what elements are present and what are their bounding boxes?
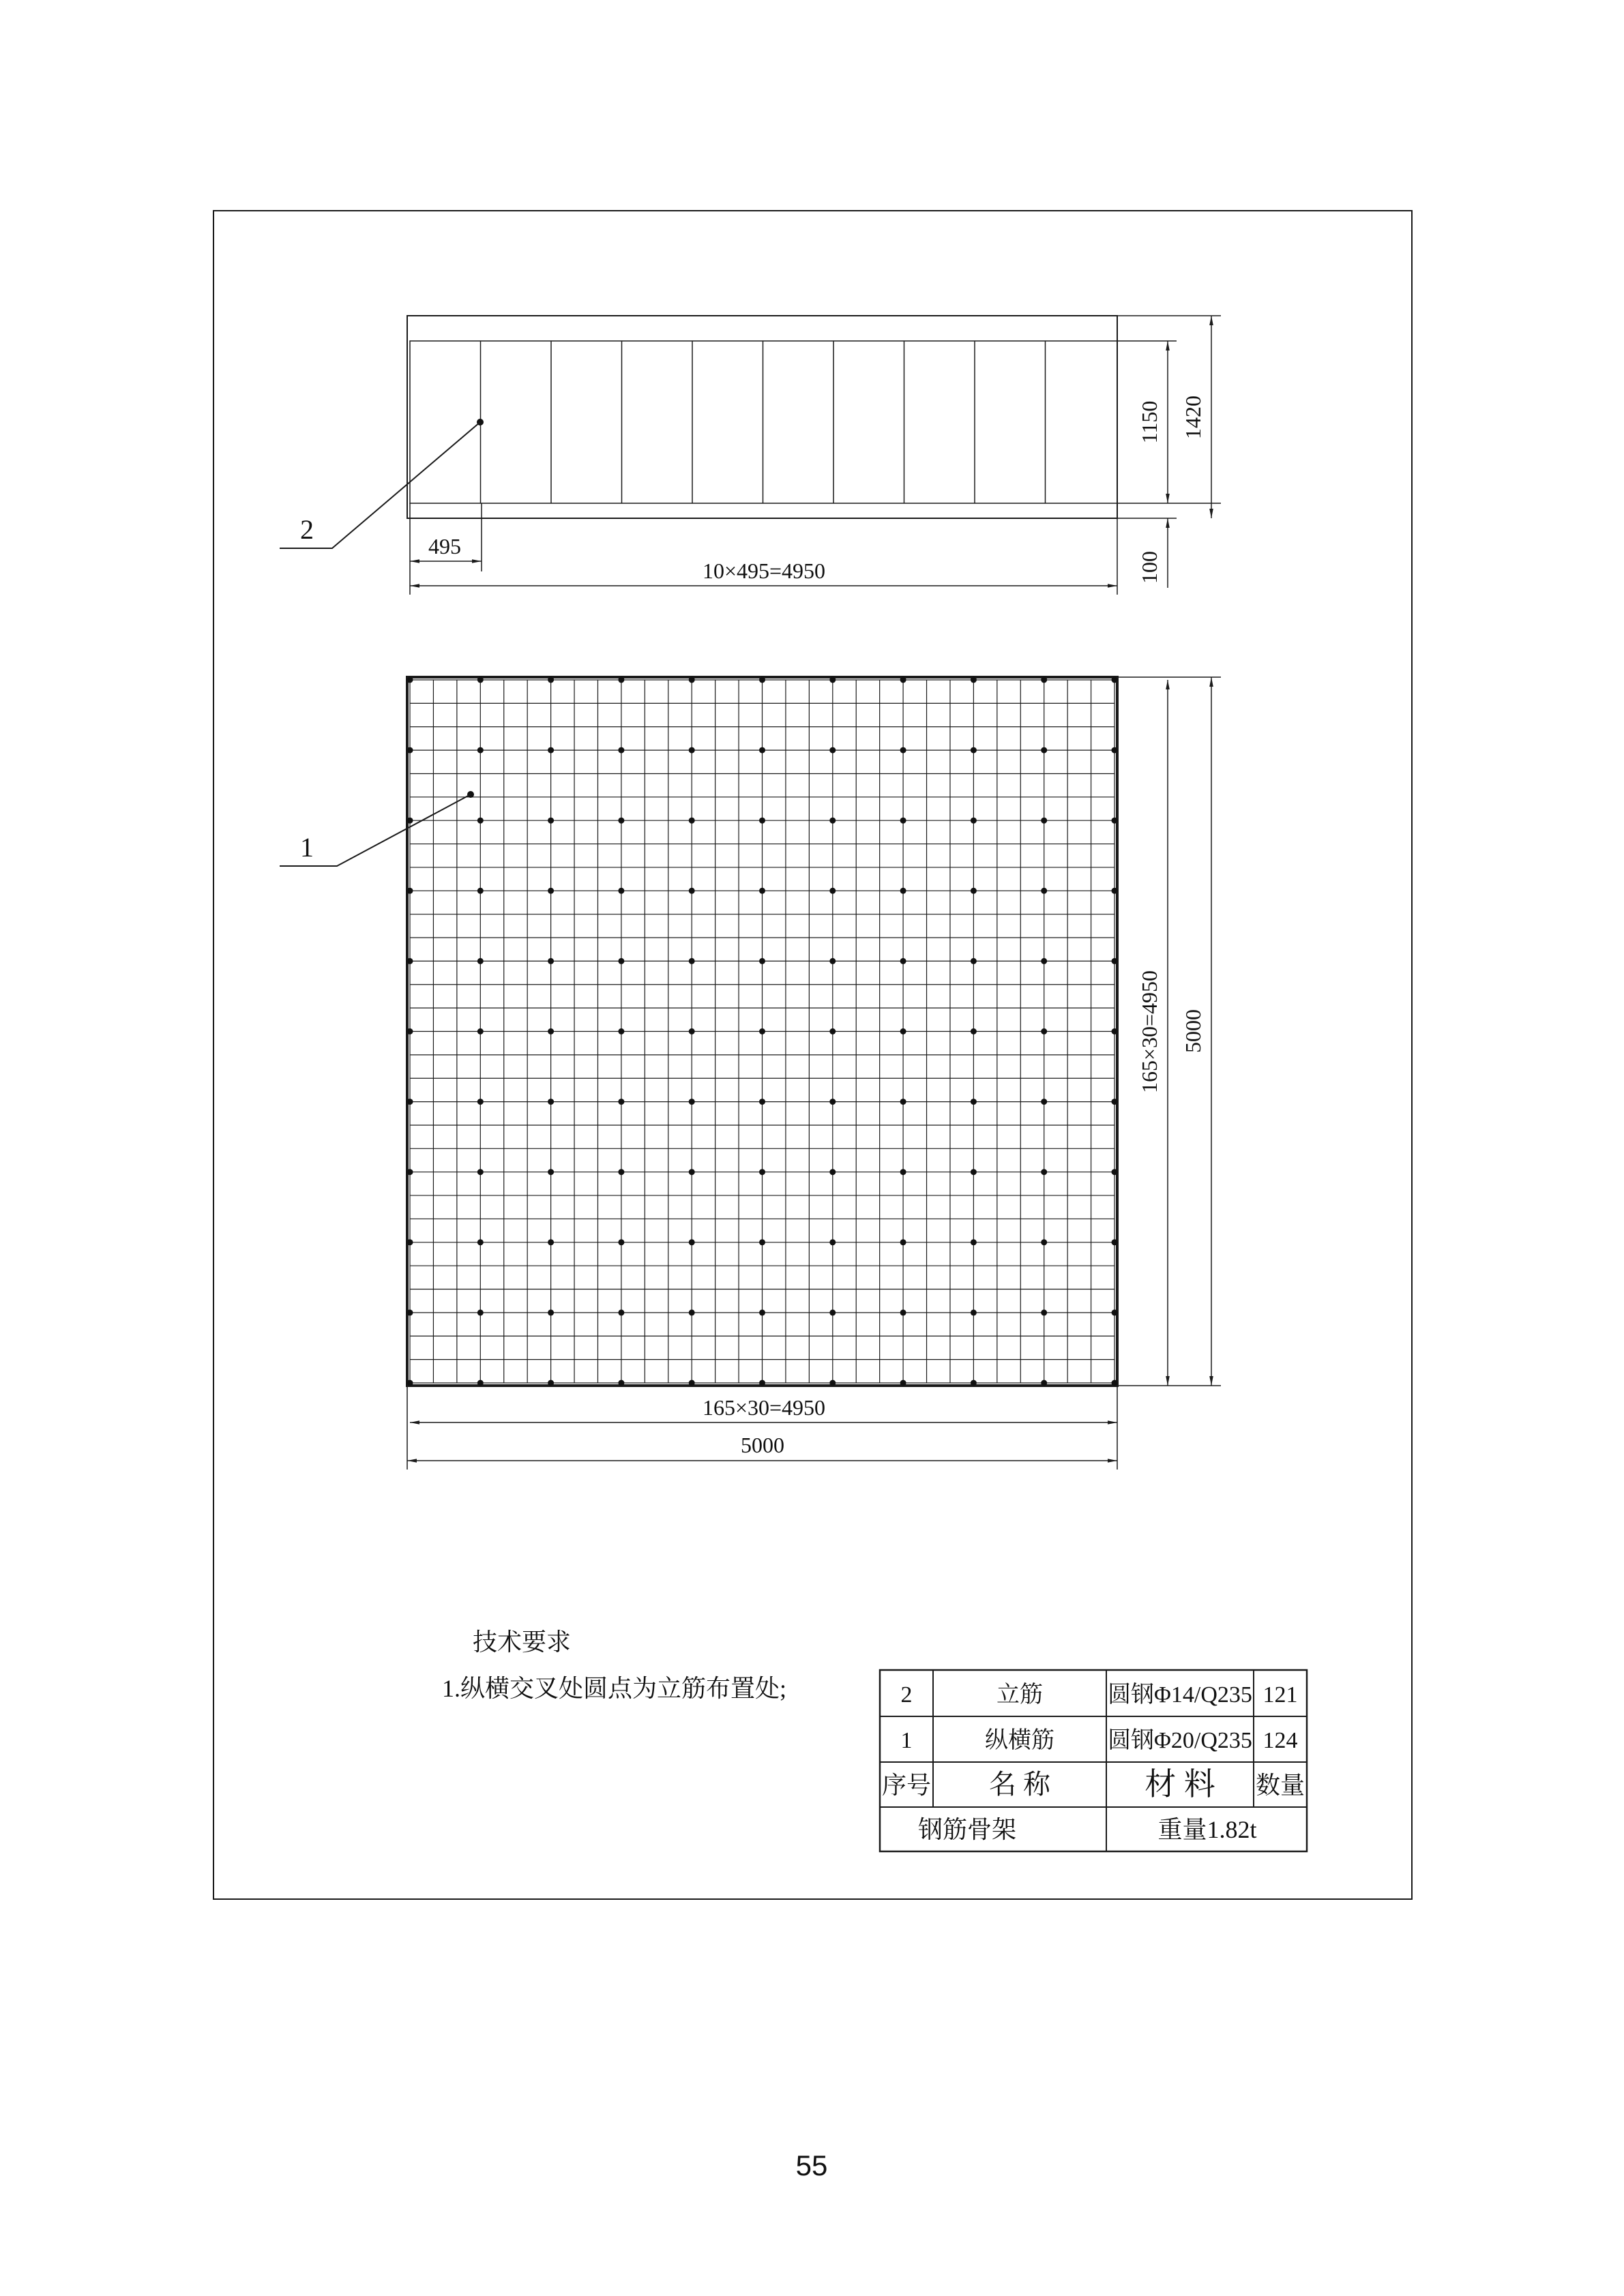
vertical-bar-dot [407,958,413,964]
vertical-bar-dot [477,888,484,894]
footer-name: 钢筋骨架 [917,1816,1017,1843]
vertical-bar-dot [900,888,906,894]
vertical-bar-dot [618,747,624,754]
vertical-bar-dot [477,677,484,683]
vertical-bar-dot [407,677,413,683]
parts-table [880,1670,1307,1851]
notes-title: 技术要求 [472,1628,572,1656]
vertical-bar-dot [1041,747,1047,754]
vertical-bar-dot [548,1099,554,1105]
vertical-bar-dot [407,1099,413,1105]
vertical-bar-dot [618,1099,624,1105]
vertical-bar-dot [477,1309,484,1315]
vertical-bar-dot [1041,1169,1047,1175]
row-name: 立筋 [996,1682,1043,1708]
vertical-bar-dot [407,1028,413,1034]
vertical-bar-dot [829,818,836,824]
vertical-bar-dot [759,888,765,894]
vertical-bar-dot [548,958,554,964]
vertical-bar-dot [900,958,906,964]
vertical-bar-dot [1041,1028,1047,1034]
dim-bottom-label: 100 [1137,551,1162,584]
vertical-bar-dot [759,1380,765,1386]
vertical-bar-dot [971,747,977,754]
vertical-bar-dot [759,818,765,824]
vertical-bar-dot [548,818,554,824]
vertical-bar-dot [689,1028,695,1034]
vertical-bar-dot [900,1309,906,1315]
vertical-bar-dot [1112,1169,1118,1175]
vertical-bar-dot [477,1099,484,1105]
vertical-bar-dot [971,1309,977,1315]
vertical-bar-dot [1041,888,1047,894]
vertical-bar-dot [477,747,484,754]
vertical-bar-dot [971,818,977,824]
vertical-bar-dot [900,677,906,683]
vertical-bar-dot [1112,1028,1118,1034]
row-material: 圆钢Φ14/Q235 [1108,1682,1252,1708]
vertical-bar-dot [900,1169,906,1175]
vertical-bar-dot [1041,1099,1047,1105]
vertical-bar-dot [1112,1239,1118,1245]
page-number: 55 [795,2149,828,2181]
row-material: 圆钢Φ20/Q235 [1108,1728,1252,1753]
table-row [901,1682,1298,1708]
vertical-bar-dot [829,747,836,754]
vertical-bar-dot [689,1169,695,1175]
vertical-bar-dot [1041,1380,1047,1386]
vertical-bar-dot [971,677,977,683]
vertical-bar-dot [1112,818,1118,824]
vertical-bar-dot [407,1380,413,1386]
vertical-bar-dot [548,1380,554,1386]
vertical-bar-dot [900,747,906,754]
dim-height-outer-label: 1420 [1181,396,1205,439]
dim-total-label: 10×495=4950 [702,558,826,583]
header-material: 材 料 [1145,1767,1215,1802]
vertical-bar-dot [759,1169,765,1175]
vertical-bar-dot [548,677,554,683]
vertical-bar-dot [548,1028,554,1034]
vertical-bar-dot [1112,1380,1118,1386]
vertical-bar-dot [407,888,413,894]
vertical-bar-dot [759,747,765,754]
dim-right-outer-label: 5000 [1181,1009,1205,1053]
row-no: 2 [900,1682,913,1708]
leader-number: 1 [300,832,314,863]
vertical-bar-dot [407,747,413,754]
vertical-bar-dot [900,1380,906,1386]
vertical-bar-dot [1112,747,1118,754]
vertical-bar-dot [548,888,554,894]
vertical-bar-dot [618,1028,624,1034]
vertical-bar-dot [971,1169,977,1175]
vertical-bar-dot [829,1309,836,1315]
vertical-bars [481,341,1046,503]
row-qty: 124 [1263,1728,1298,1753]
vertical-bar-dot [548,1309,554,1315]
vertical-bar-dot [689,1309,695,1315]
vertical-bar-dot [759,1099,765,1105]
vertical-bar-dot [1112,677,1118,683]
row-name: 纵横筋 [985,1728,1054,1753]
elevation-view [280,316,1221,595]
vertical-bar-dot [829,888,836,894]
vertical-bar-dot [1041,677,1047,683]
vertical-bar-dot [971,1239,977,1245]
elevation-inner-frame [410,341,1117,503]
vertical-bar-dot [477,818,484,824]
vertical-bar-dot [1041,1239,1047,1245]
vertical-bar-dot [477,958,484,964]
header-no: 序号 [881,1772,932,1799]
vertical-bar-dot [1041,818,1047,824]
vertical-bar-dot [689,818,695,824]
vertical-bar-dot [407,1169,413,1175]
vertical-bar-dot [689,1380,695,1386]
vertical-bar-dot [971,958,977,964]
vertical-bar-dot [759,1309,765,1315]
vertical-bar-dot [618,1309,624,1315]
vertical-bar-dot [689,958,695,964]
vertical-bar-dot [829,1239,836,1245]
vertical-bar-dot [829,1099,836,1105]
vertical-bar-dot [829,1028,836,1034]
notes-item-1: 1.纵横交叉处圆点为立筋布置处; [442,1675,787,1702]
vertical-bar-dot [618,818,624,824]
row-no: 1 [900,1728,913,1753]
vertical-bar-dot [618,1239,624,1245]
vertical-bar-dot [618,888,624,894]
vertical-bar-dot [900,1099,906,1105]
vertical-bar-dot [618,1169,624,1175]
vertical-bar-dot [689,747,695,754]
vertical-bar-dot [618,677,624,683]
vertical-bar-dot [1112,958,1118,964]
vertical-bar-dot [759,958,765,964]
vertical-bar-dot [548,1239,554,1245]
dim-height-inner-label: 1150 [1137,400,1162,444]
vertical-bar-dot [829,677,836,683]
vertical-bar-dot [548,1169,554,1175]
vertical-bar-dot [900,1239,906,1245]
vertical-bar-dot [1041,958,1047,964]
dim-bay-label: 495 [428,534,461,558]
vertical-bar-dot [477,1380,484,1386]
vertical-bar-dot [900,818,906,824]
dim-bottom-inner-label: 165×30=4950 [702,1395,826,1420]
vertical-bar-dot [759,677,765,683]
header-qty: 数量 [1255,1772,1305,1799]
vertical-bar-dot [407,818,413,824]
dim-right-inner-label: 165×30=4950 [1137,970,1162,1094]
vertical-bar-dot [759,1028,765,1034]
vertical-bar-dot [618,958,624,964]
vertical-bar-dot [1112,1099,1118,1105]
header-name: 名 称 [989,1769,1050,1800]
dim-bottom-outer-label: 5000 [741,1433,784,1457]
vertical-bar-dot [618,1380,624,1386]
vertical-bar-dot [407,1239,413,1245]
table-row [901,1727,1298,1753]
vertical-bar-dot [1112,1309,1118,1315]
vertical-bar-dot [829,1169,836,1175]
vertical-bar-dot [1112,888,1118,894]
plan-view [280,677,1221,1470]
vertical-bar-dot [971,1380,977,1386]
footer-weight: 重量1.82t [1157,1816,1257,1843]
vertical-bar-dot [900,1028,906,1034]
vertical-bar-dot [477,1028,484,1034]
vertical-bar-dot [971,1099,977,1105]
elevation-outer-frame [407,316,1117,518]
table-footer-row [918,1816,1257,1843]
vertical-bar-dot [689,677,695,683]
vertical-bar-dot [407,1309,413,1315]
vertical-bar-dot [759,1239,765,1245]
vertical-bar-dot [689,1239,695,1245]
vertical-bar-dot [689,1099,695,1105]
leader-number: 2 [300,514,314,545]
vertical-bar-dot [971,888,977,894]
vertical-bar-dot [971,1028,977,1034]
vertical-bar-dot [548,747,554,754]
vertical-bar-dot [829,1380,836,1386]
vertical-bar-dot [1041,1309,1047,1315]
vertical-bar-dot [689,888,695,894]
vertical-bar-dot [477,1169,484,1175]
vertical-bar-dot [477,1239,484,1245]
row-qty: 121 [1263,1682,1298,1708]
vertical-bar-dot [829,958,836,964]
table-header-row [882,1767,1305,1802]
